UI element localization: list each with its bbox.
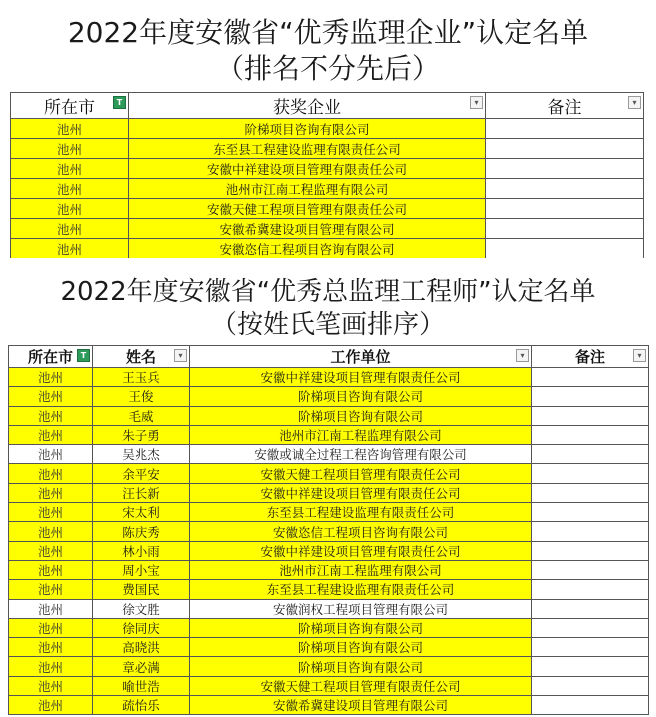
table-row[interactable] — [9, 657, 649, 676]
filter-active-icon[interactable]: T — [77, 349, 90, 362]
name-cell[interactable]: 徐同庆 — [93, 618, 190, 637]
filter-dropdown-icon[interactable]: ▾ — [516, 349, 529, 362]
name-cell[interactable]: 朱子勇 — [93, 425, 190, 444]
note-cell[interactable] — [532, 445, 649, 464]
sheet1-subtitle: （排名不分先后） — [215, 52, 440, 85]
table-row[interactable] — [9, 541, 649, 560]
table-row[interactable] — [11, 159, 644, 179]
name-cell[interactable]: 王俊 — [93, 387, 190, 406]
city-cell[interactable]: 池州 — [9, 387, 93, 406]
table-row[interactable] — [9, 580, 649, 599]
city-cell[interactable]: 池州 — [9, 696, 93, 715]
note-cell[interactable] — [486, 159, 644, 179]
company-cell[interactable]: 安徽天健工程项目管理有限责任公司 — [129, 199, 486, 219]
unit-cell[interactable]: 阶梯项目咨询有限公司 — [190, 638, 532, 657]
note-cell[interactable] — [532, 599, 649, 618]
company-cell[interactable]: 安徽中祥建设项目管理有限责任公司 — [129, 159, 486, 179]
city-cell[interactable]: 池州 — [9, 406, 93, 425]
note-cell[interactable] — [532, 368, 649, 387]
table-row[interactable] — [11, 139, 644, 159]
note-cell[interactable] — [532, 580, 649, 599]
city-cell[interactable]: 池州 — [9, 638, 93, 657]
city-cell[interactable]: 池州 — [9, 580, 93, 599]
unit-cell[interactable]: 安徽润权工程项目管理有限公司 — [190, 599, 532, 618]
name-cell[interactable]: 周小宝 — [93, 560, 190, 579]
table-row[interactable] — [9, 560, 649, 579]
unit-cell[interactable]: 阶梯项目咨询有限公司 — [190, 657, 532, 676]
unit-cell[interactable]: 安徽中祥建设项目管理有限责任公司 — [190, 483, 532, 502]
city-cell[interactable]: 池州 — [11, 219, 129, 239]
name-cell[interactable]: 林小雨 — [93, 541, 190, 560]
unit-cell[interactable]: 阶梯项目咨询有限公司 — [190, 618, 532, 637]
city-cell[interactable]: 池州 — [9, 445, 93, 464]
table-row[interactable] — [9, 696, 649, 715]
table-row[interactable] — [9, 445, 649, 464]
company-cell[interactable]: 池州市江南工程监理有限公司 — [129, 179, 486, 199]
filter-dropdown-icon[interactable]: ▾ — [633, 349, 646, 362]
note-cell[interactable] — [486, 179, 644, 199]
city-cell[interactable]: 池州 — [11, 199, 129, 219]
filter-dropdown-icon[interactable]: ▾ — [628, 96, 641, 109]
excellent-chief-supervisor-sheet — [0, 268, 656, 717]
note-cell[interactable] — [532, 522, 649, 541]
unit-cell[interactable]: 安徽或诚全过程工程咨询管理有限公司 — [190, 445, 532, 464]
table-row[interactable] — [9, 522, 649, 541]
city-cell[interactable]: 池州 — [11, 179, 129, 199]
table-row[interactable] — [11, 239, 644, 259]
note-cell[interactable] — [532, 387, 649, 406]
name-cell[interactable]: 汪长新 — [93, 483, 190, 502]
enterprise-table-header — [11, 93, 644, 119]
note-cell[interactable] — [532, 503, 649, 522]
city-cell[interactable]: 池州 — [11, 159, 129, 179]
column-header-note[interactable]: 备注 ▾ — [532, 346, 649, 368]
table-row[interactable] — [11, 219, 644, 239]
column-header-unit[interactable]: 工作单位 ▾ — [190, 346, 532, 368]
column-header-note[interactable]: 备注 ▾ — [486, 93, 644, 119]
note-cell[interactable] — [532, 425, 649, 444]
enterprise-table — [10, 92, 644, 259]
name-cell[interactable]: 费国民 — [93, 580, 190, 599]
note-cell[interactable] — [486, 139, 644, 159]
note-cell[interactable] — [532, 696, 649, 715]
name-cell[interactable]: 高晓洪 — [93, 638, 190, 657]
column-header-city[interactable]: 所在市 T — [11, 93, 129, 119]
table-row[interactable] — [9, 483, 649, 502]
table-row[interactable] — [9, 638, 649, 657]
city-cell[interactable]: 池州 — [9, 483, 93, 502]
name-cell[interactable]: 余平安 — [93, 464, 190, 483]
name-cell[interactable]: 徐文胜 — [93, 599, 190, 618]
name-cell[interactable]: 毛威 — [93, 406, 190, 425]
name-cell[interactable]: 章必满 — [93, 657, 190, 676]
unit-cell[interactable]: 安徽恣信工程项目咨询有限公司 — [190, 522, 532, 541]
filter-dropdown-icon[interactable]: ▾ — [470, 96, 483, 109]
name-cell[interactable]: 喻世浩 — [93, 676, 190, 695]
company-cell[interactable]: 东至县工程建设监理有限责任公司 — [129, 139, 486, 159]
sheet-divider — [0, 258, 656, 268]
unit-cell[interactable]: 池州市江南工程监理有限公司 — [190, 560, 532, 579]
column-header-company[interactable]: 获奖企业 ▾ — [129, 93, 486, 119]
note-cell[interactable] — [532, 560, 649, 579]
note-cell[interactable] — [532, 406, 649, 425]
chief-supervisor-table — [8, 345, 649, 715]
unit-cell[interactable]: 东至县工程建设监理有限责任公司 — [190, 503, 532, 522]
unit-cell[interactable]: 安徽希冀建设项目管理有限公司 — [190, 696, 532, 715]
note-cell[interactable] — [532, 618, 649, 637]
note-cell[interactable] — [486, 239, 644, 259]
unit-cell[interactable]: 阶梯项目咨询有限公司 — [190, 387, 532, 406]
city-cell[interactable]: 池州 — [11, 139, 129, 159]
name-cell[interactable]: 陈庆秀 — [93, 522, 190, 541]
note-cell[interactable] — [486, 219, 644, 239]
unit-cell[interactable]: 东至县工程建设监理有限责任公司 — [190, 580, 532, 599]
unit-cell[interactable]: 安徽天健工程项目管理有限责任公司 — [190, 464, 532, 483]
sheet2-title: 2022年度安徽省“优秀总监理工程师”认定名单 — [60, 277, 596, 307]
sheet2-subtitle: （按姓氏笔画排序） — [210, 310, 445, 340]
column-header-name[interactable]: 姓名 ▾ — [93, 346, 190, 368]
table-row[interactable] — [11, 119, 644, 139]
city-cell[interactable]: 池州 — [11, 119, 129, 139]
excellent-supervision-enterprise-sheet — [0, 0, 656, 258]
city-cell[interactable]: 池州 — [9, 522, 93, 541]
company-cell[interactable]: 安徽恣信工程项目咨询有限公司 — [129, 239, 486, 259]
unit-cell[interactable]: 阶梯项目咨询有限公司 — [190, 406, 532, 425]
company-cell[interactable]: 安徽希冀建设项目管理有限公司 — [129, 219, 486, 239]
table-row[interactable] — [9, 368, 649, 387]
city-cell[interactable]: 池州 — [9, 464, 93, 483]
chief-supervisor-table-header — [9, 346, 649, 368]
unit-cell[interactable]: 池州市江南工程监理有限公司 — [190, 425, 532, 444]
table-row[interactable] — [9, 387, 649, 406]
city-cell[interactable]: 池州 — [9, 503, 93, 522]
table-row[interactable] — [9, 503, 649, 522]
unit-cell[interactable]: 安徽中祥建设项目管理有限责任公司 — [190, 541, 532, 560]
city-cell[interactable]: 池州 — [9, 425, 93, 444]
table-row[interactable] — [11, 179, 644, 199]
note-cell[interactable] — [486, 119, 644, 139]
filter-active-icon[interactable]: T — [113, 96, 126, 109]
city-cell[interactable]: 池州 — [9, 541, 93, 560]
table-row[interactable] — [9, 406, 649, 425]
unit-cell[interactable]: 安徽天健工程项目管理有限责任公司 — [190, 676, 532, 695]
note-cell[interactable] — [532, 676, 649, 695]
note-cell[interactable] — [532, 657, 649, 676]
table-row[interactable] — [9, 676, 649, 695]
name-cell[interactable]: 疏怡乐 — [93, 696, 190, 715]
city-cell[interactable]: 池州 — [9, 657, 93, 676]
city-cell[interactable]: 池州 — [9, 599, 93, 618]
name-cell[interactable]: 宋太利 — [93, 503, 190, 522]
filter-dropdown-icon[interactable]: ▾ — [174, 349, 187, 362]
note-cell[interactable] — [532, 464, 649, 483]
city-cell[interactable]: 池州 — [9, 368, 93, 387]
column-header-city[interactable]: 所在市 T — [9, 346, 93, 368]
note-cell[interactable] — [486, 199, 644, 219]
company-cell[interactable]: 阶梯项目咨询有限公司 — [129, 119, 486, 139]
table-row[interactable] — [9, 599, 649, 618]
note-cell[interactable] — [532, 638, 649, 657]
sheet1-title: 2022年度安徽省“优秀监理企业”认定名单 — [67, 16, 589, 49]
name-cell[interactable]: 吴兆杰 — [93, 445, 190, 464]
unit-cell[interactable]: 安徽中祥建设项目管理有限责任公司 — [190, 368, 532, 387]
name-cell[interactable]: 王玉兵 — [93, 368, 190, 387]
note-cell[interactable] — [532, 483, 649, 502]
table-row[interactable] — [11, 199, 644, 219]
city-cell[interactable]: 池州 — [9, 560, 93, 579]
city-cell[interactable]: 池州 — [9, 618, 93, 637]
table-row[interactable] — [9, 618, 649, 637]
city-cell[interactable]: 池州 — [11, 239, 129, 259]
note-cell[interactable] — [532, 541, 649, 560]
city-cell[interactable]: 池州 — [9, 676, 93, 695]
table-row[interactable] — [9, 425, 649, 444]
table-row[interactable] — [9, 464, 649, 483]
